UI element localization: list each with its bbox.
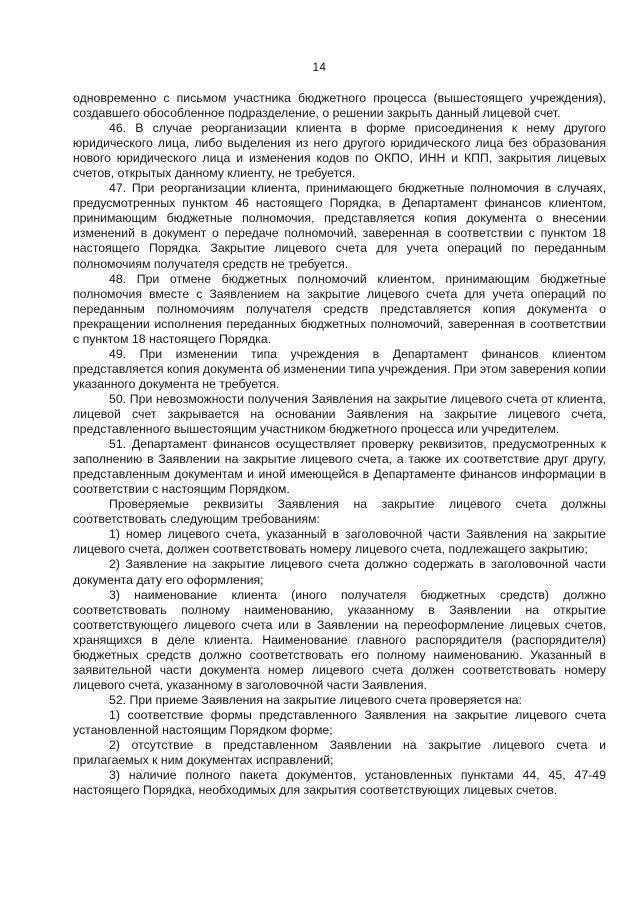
paragraph-48: 48. При отмене бюджетных полномочий клиентом, принимающим бюджетные полномочия вместе с Заявлением на закрытие лицевого счета для учета операций по переданным полномочиям получателя средств представляется копия документа о прекращении исполнения переданных бюджетных полномочий, заверенная в соответствии с пунктом 18 настоящего Порядка. (73, 271, 606, 346)
paragraph-requisites-intro: Проверяемые реквизиты Заявления на закрытие лицевого счета должны соответствовать следующим требованиям: (73, 497, 606, 527)
list-item-52-3: 3) наличие полного пакета документов, установленных пунктами 44, 45, 47-49 настоящего Порядка, необходимых для закрытия соответствующих лицевых счетов. (73, 768, 606, 798)
paragraph-47: 47. При реорганизации клиента, принимающего бюджетные полномочия в случаях, предусмотренных пунктом 46 настоящего Порядка, в Департамент финансов клиентом, принимающим бюджетные полномочия, представляется копия документа о внесении изменений в документ о передаче полномочий, заверенная в соответствии с пунктом 18 настоящего Порядка. Закрытие лицевого счета для учета операций по переданным полномочиям получателя средств не требуется. (73, 181, 606, 271)
list-item-52-2: 2) отсутствие в представленном Заявлении на закрытие лицевого счета и прилагаемых к ним документах исправлений; (73, 738, 606, 768)
paragraph-49: 49. При изменении типа учреждения в Департамент финансов клиентом представляется копия документа об изменении типа учреждения. При этом заверения копии указанного документа не требуется. (73, 346, 606, 391)
paragraph-51: 51. Департамент финансов осуществляет проверку реквизитов, предусмотренных к заполнению в Заявлении на закрытие лицевого счета, а также их соответствие друг другу, представленным документам и иной имеющейся в Департаменте финансов информации в соответствии с настоящим Порядком. (73, 437, 606, 497)
paragraph-46: 46. В случае реорганизации клиента в форме присоединения к нему другого юридического лица, либо выделения из него другого юридического лица без образования нового юридического лица и изменения кодов по ОКПО, ИНН и КПП, закрытия лицевых счетов, открытых данному клиенту, не требуется. (73, 121, 606, 181)
page-number: 14 (312, 62, 327, 74)
list-item-51-2: 2) Заявление на закрытие лицевого счета должно содержать в заголовочной части документа дату его оформления; (73, 557, 606, 587)
list-item-52-1: 1) соответствие формы представленного Заявления на закрытие лицевого счета установленной настоящим Порядком форме; (73, 707, 606, 737)
list-item-51-3: 3) наименование клиента (иного получателя бюджетных средств) должно соответствовать полному наименованию, указанному в Заявлении на открытие соответствующего лицевого счета или в Заявлении на переоформление лицевых счетов, хранящихся в деле клиента. Наименование главного распорядителя (распорядителя) бюджетных средств должно соответствовать его полному наименованию. Указанный в заявительной части документа номер лицевого счета должен соответствовать номеру лицевого счета, указанному в заголовочной части Заявления. (73, 587, 606, 692)
list-item-51-1: 1) номер лицевого счета, указанный в заголовочной части Заявления на закрытие лицевого счета, должен соответствовать номеру лицевого счета, подлежащего закрытию; (73, 527, 606, 557)
paragraph-continuation: одновременно с письмом участника бюджетного процесса (вышестоящего учреждения), создавшего обособленное подразделение, о решении закрыть данный лицевой счет. (73, 91, 606, 121)
document-body (73, 91, 606, 798)
paragraph-52: 52. При приеме Заявления на закрытие лицевого счета проверяется на: (109, 692, 522, 707)
paragraph-50: 50. При невозможности получения Заявления на закрытие лицевого счета от клиента, лицевой счет закрывается на основании Заявления на закрытие лицевого счета, представленного вышестоящим участником бюджетного процесса или учредителем. (73, 391, 606, 437)
